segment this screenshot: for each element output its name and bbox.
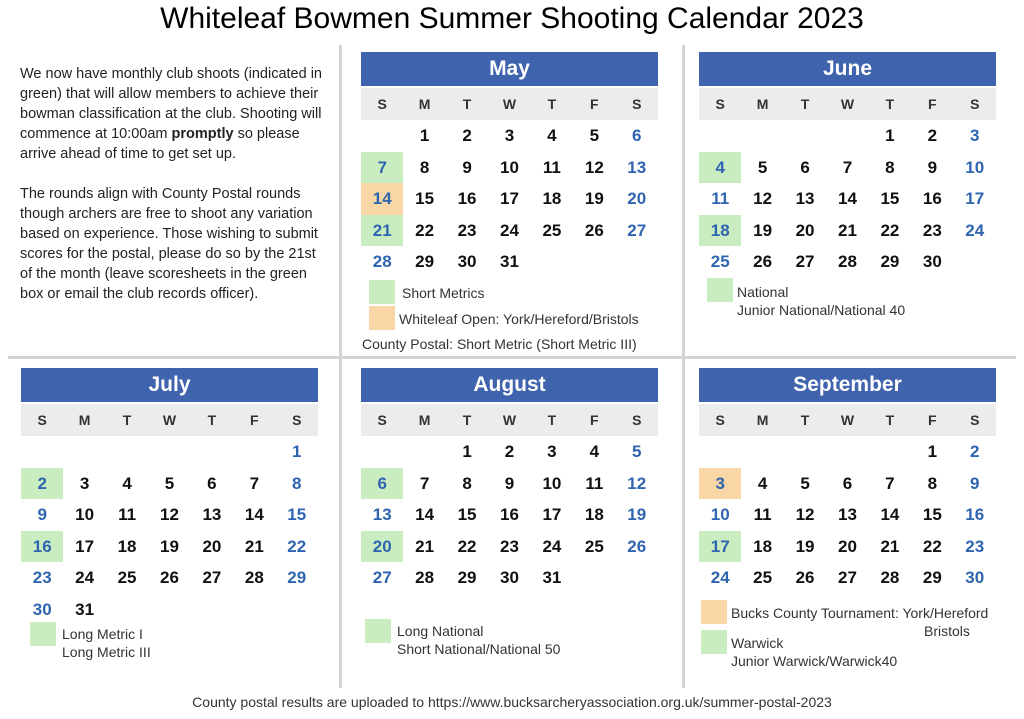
day-cell: 8 (419, 157, 430, 177)
day-cell: 30 (500, 568, 519, 587)
day-cell: 16 (500, 505, 519, 524)
day-cell: 6 (632, 126, 642, 145)
weekday-label: F (590, 96, 599, 112)
day-cell: 1 (462, 442, 472, 461)
weekday-header-row (699, 404, 996, 436)
month-title: August (361, 368, 658, 402)
day-cell: 6 (207, 473, 217, 493)
weekday-label: S (632, 96, 642, 112)
day-cell: 9 (927, 157, 938, 177)
weekday-label: S (37, 412, 47, 428)
calendar-september (699, 368, 996, 594)
day-cell: 22 (922, 536, 942, 556)
empty-day-cell (784, 436, 826, 468)
empty-day-cell (361, 436, 403, 468)
day-cell: 10 (965, 157, 985, 177)
day-cell: 17 (75, 536, 95, 556)
month-title: September (699, 368, 996, 402)
day-cell: 27 (627, 220, 647, 240)
empty-day-cell (869, 436, 911, 468)
empty-day-cell (699, 120, 741, 152)
weekday-header-row (21, 404, 318, 436)
day-cell: 14 (244, 505, 264, 524)
day-cell: 10 (710, 505, 730, 524)
empty-day-cell (826, 120, 868, 152)
day-cell: 28 (415, 568, 435, 587)
legend-swatch-green (701, 630, 727, 654)
week-row (21, 468, 318, 500)
day-cell: 22 (880, 220, 900, 240)
weekday-label: T (462, 96, 472, 112)
day-cell: 22 (415, 220, 435, 240)
club-shoot-day: 7 (361, 152, 403, 184)
week-row (21, 562, 318, 594)
empty-day-cell (191, 436, 233, 468)
day-cell: 5 (757, 157, 768, 177)
day-cell: 27 (795, 252, 815, 271)
empty-day-cell (741, 120, 783, 152)
day-cell: 16 (457, 189, 477, 208)
legend-label-bristols: Bristols (924, 623, 970, 639)
weekday-label: T (207, 412, 217, 428)
day-cell: 17 (965, 189, 985, 208)
calendar-june (699, 52, 996, 278)
day-cell: 1 (419, 126, 430, 145)
day-cell: 9 (37, 505, 47, 524)
day-cell: 2 (504, 442, 515, 461)
day-cell: 24 (710, 568, 730, 587)
weekday-header-row (361, 88, 658, 120)
calendar-july (21, 368, 318, 625)
intro-paragraph-2: The rounds align with County Postal rounds though archers are free to shoot any variation based on experience. Those wishing to submit scores for the postal, please do so by the 21st of the month (leave scoresheets in the green box or email the club records officer). (20, 186, 318, 302)
day-cell: 21 (415, 536, 435, 556)
day-cell: 3 (970, 126, 980, 145)
weekday-label: T (547, 412, 557, 428)
day-cell: 20 (795, 220, 815, 240)
day-cell: 10 (75, 505, 95, 524)
day-cell: 28 (372, 252, 392, 271)
day-cell: 19 (753, 220, 773, 240)
weekday-label: S (377, 412, 387, 428)
day-cell: 23 (922, 220, 942, 240)
club-shoot-day: 17 (699, 531, 741, 563)
day-cell: 27 (372, 568, 392, 587)
week-row (361, 120, 658, 152)
day-cell: 22 (287, 536, 307, 556)
weekday-label: T (885, 96, 895, 112)
day-cell: 23 (500, 536, 519, 556)
day-cell: 3 (79, 473, 90, 493)
day-cell: 18 (542, 189, 562, 208)
day-cell: 16 (965, 505, 985, 524)
day-cell: 20 (838, 536, 857, 556)
weekday-label: T (547, 96, 557, 112)
day-cell: 23 (965, 536, 985, 556)
week-row (699, 468, 996, 500)
empty-day-cell (784, 120, 826, 152)
day-cell: 30 (965, 568, 985, 587)
day-cell: 26 (795, 568, 815, 587)
legend-swatch-green (707, 278, 733, 302)
weekday-header-row (361, 404, 658, 436)
legend-swatch-green (365, 619, 391, 643)
week-row (21, 436, 318, 468)
empty-day-cell (531, 246, 573, 278)
club-shoot-day: 4 (699, 152, 741, 184)
legend-july (21, 620, 331, 665)
week-row (361, 215, 658, 247)
weekday-label: S (715, 412, 725, 428)
legend-label-junior-warwick: Junior Warwick/Warwick40 (731, 653, 898, 669)
day-cell: 30 (457, 252, 477, 271)
weekday-label: M (418, 96, 431, 112)
empty-day-cell (233, 436, 275, 468)
week-row (21, 531, 318, 563)
day-cell: 12 (584, 157, 604, 177)
week-row (361, 183, 658, 215)
day-cell: 18 (117, 536, 137, 556)
empty-day-cell (826, 436, 868, 468)
day-cell: 15 (415, 189, 435, 208)
day-cell: 30 (32, 599, 52, 619)
day-cell: 31 (542, 568, 562, 587)
week-row (699, 215, 996, 247)
weekday-label: S (970, 96, 980, 112)
calendar-may (361, 52, 658, 278)
calendar-august (361, 368, 658, 594)
day-cell: 14 (838, 189, 857, 208)
day-cell: 4 (589, 442, 600, 461)
weekday-label: T (122, 412, 132, 428)
day-cell: 18 (584, 505, 604, 524)
intro-paragraph-1: We now have monthly club shoots (indicated in green) that will allow members to achieve their bowman classification at the club. Shooting will commence at 10:00am promptly so please arrive ahead of time to get set up. (20, 66, 322, 162)
day-cell: 24 (542, 536, 562, 556)
day-cell: 17 (500, 189, 519, 208)
empty-day-cell (148, 436, 190, 468)
week-row (361, 562, 658, 594)
day-cell: 13 (627, 157, 647, 177)
legend-swatch-orange (701, 600, 727, 624)
weekday-label: W (840, 96, 855, 112)
day-cell: 12 (160, 505, 179, 524)
day-cell: 1 (927, 442, 938, 461)
week-row (699, 246, 996, 278)
day-cell: 26 (627, 536, 647, 556)
empty-day-cell (403, 436, 445, 468)
tournament-day: 3 (699, 468, 741, 500)
day-cell: 22 (457, 536, 477, 556)
weekday-label: S (715, 96, 725, 112)
legend-label-short-metrics: Short Metrics (402, 285, 485, 301)
day-cell: 26 (584, 220, 604, 240)
week-row (699, 183, 996, 215)
day-cell: 12 (753, 189, 773, 208)
empty-day-cell (361, 120, 403, 152)
week-row (21, 499, 318, 531)
day-cell: 2 (970, 442, 980, 461)
legend-label-national: National (737, 284, 789, 300)
divider-vertical-right (682, 45, 685, 688)
day-cell: 1 (885, 126, 895, 145)
day-cell: 29 (415, 252, 435, 271)
day-cell: 13 (372, 505, 392, 524)
day-cell: 25 (753, 568, 773, 587)
legend-swatch-green (30, 622, 56, 646)
day-cell: 13 (202, 505, 222, 524)
day-cell: 10 (500, 157, 519, 177)
day-cell: 6 (800, 157, 810, 177)
week-row (361, 531, 658, 563)
day-cell: 10 (542, 473, 562, 493)
day-cell: 29 (287, 568, 307, 587)
day-cell: 21 (244, 536, 264, 556)
weekday-label: M (418, 412, 431, 428)
empty-day-cell (741, 436, 783, 468)
legend-swatch-green (369, 280, 395, 304)
day-cell: 7 (842, 157, 853, 177)
weekday-label: W (502, 412, 517, 428)
empty-day-cell (616, 246, 658, 278)
week-row (361, 436, 658, 468)
week-row (361, 246, 658, 278)
day-cell: 20 (202, 536, 222, 556)
day-cell: 7 (885, 473, 895, 493)
day-cell: 15 (922, 505, 942, 524)
day-cell: 3 (504, 126, 515, 145)
weekday-label: F (590, 412, 599, 428)
weekday-header-row (699, 88, 996, 120)
day-cell: 20 (627, 189, 647, 208)
weekday-label: W (840, 412, 855, 428)
day-cell: 11 (585, 473, 604, 493)
legend-label-county-postal: County Postal: Short Metric (Short Metric III) (362, 336, 637, 352)
weekday-label: F (928, 412, 937, 428)
day-cell: 13 (838, 505, 857, 524)
week-row (699, 152, 996, 184)
weekday-label: S (632, 412, 642, 428)
day-cell: 5 (632, 442, 642, 461)
day-cell: 23 (32, 568, 52, 587)
day-cell: 31 (75, 599, 95, 619)
day-cell: 25 (117, 568, 137, 587)
month-title: July (21, 368, 318, 402)
legend-label-junior-national: Junior National/National 40 (737, 302, 906, 318)
day-cell: 24 (965, 220, 985, 240)
day-cell: 7 (419, 473, 430, 493)
tournament-day: 14 (361, 183, 403, 215)
weekday-label: S (970, 412, 980, 428)
day-cell: 5 (164, 473, 175, 493)
day-cell: 1 (292, 442, 302, 461)
day-cell: 19 (627, 505, 647, 524)
weekday-label: M (78, 412, 91, 428)
day-cell: 8 (292, 473, 302, 493)
day-cell: 21 (880, 536, 900, 556)
day-cell: 30 (922, 252, 942, 271)
weekday-label: S (377, 96, 387, 112)
legend-august (361, 617, 671, 662)
club-shoot-day: 18 (699, 215, 741, 247)
club-shoot-day: 6 (361, 468, 403, 500)
empty-day-cell (573, 562, 615, 594)
day-cell: 11 (753, 505, 772, 524)
day-cell: 21 (838, 220, 857, 240)
legend-may (361, 278, 681, 358)
footer-note: County postal results are uploaded to https://www.bucksarcheryassociation.org.uk/summer-postal-2023 (192, 694, 832, 710)
empty-day-cell (573, 246, 615, 278)
day-cell: 16 (922, 189, 942, 208)
legend-label-long-metric-i: Long Metric I (62, 626, 143, 642)
day-cell: 18 (753, 536, 773, 556)
weekday-label: T (800, 96, 810, 112)
legend-label-long-national: Long National (397, 623, 484, 639)
weekday-label: T (462, 412, 472, 428)
week-row (699, 499, 996, 531)
day-cell: 8 (462, 473, 472, 493)
empty-day-cell (616, 562, 658, 594)
empty-day-cell (954, 246, 996, 278)
day-cell: 29 (457, 568, 477, 587)
day-cell: 27 (202, 568, 222, 587)
day-cell: 15 (880, 189, 900, 208)
day-cell: 6 (842, 473, 853, 493)
week-row (699, 436, 996, 468)
club-shoot-day: 16 (21, 531, 63, 563)
weekday-label: T (800, 412, 810, 428)
empty-day-cell (699, 436, 741, 468)
day-cell: 4 (757, 473, 768, 493)
weekday-label: S (292, 412, 302, 428)
day-cell: 31 (500, 252, 519, 271)
day-cell: 12 (795, 505, 815, 524)
month-title: May (361, 52, 658, 86)
day-cell: 24 (75, 568, 95, 587)
weekday-label: W (162, 412, 177, 428)
weekday-label: F (928, 96, 937, 112)
legend-label-short-national: Short National/National 50 (397, 641, 561, 657)
day-cell: 26 (753, 252, 773, 271)
day-cell: 4 (122, 473, 132, 493)
day-cell: 13 (795, 189, 815, 208)
weekday-label: W (502, 96, 517, 112)
day-cell: 8 (927, 473, 938, 493)
club-shoot-day: 20 (361, 531, 403, 563)
day-cell: 29 (922, 568, 942, 587)
day-cell: 28 (880, 568, 900, 587)
legend-label-bucks-county: Bucks County Tournament: York/Hereford (731, 605, 989, 621)
weekday-label: M (756, 412, 769, 428)
legend-june (699, 278, 1009, 323)
day-cell: 19 (795, 536, 815, 556)
club-shoot-day: 2 (21, 468, 63, 500)
day-cell: 5 (800, 473, 810, 493)
day-cell: 2 (927, 126, 938, 145)
week-row (699, 120, 996, 152)
day-cell: 14 (415, 505, 435, 524)
day-cell: 3 (547, 442, 557, 461)
empty-day-cell (63, 436, 105, 468)
legend-swatch-orange (369, 306, 395, 330)
day-cell: 9 (462, 157, 472, 177)
day-cell: 29 (880, 252, 900, 271)
legend-label-warwick: Warwick (731, 635, 784, 651)
day-cell: 4 (547, 126, 557, 145)
day-cell: 11 (118, 505, 137, 524)
legend-september (699, 598, 1019, 673)
empty-day-cell (21, 436, 63, 468)
day-cell: 25 (584, 536, 604, 556)
empty-day-cell (106, 436, 148, 468)
day-cell: 7 (249, 473, 260, 493)
day-cell: 26 (160, 568, 179, 587)
divider-vertical-left (339, 45, 342, 688)
day-cell: 28 (838, 252, 857, 271)
weekday-label: F (250, 412, 259, 428)
day-cell: 24 (500, 220, 519, 240)
day-cell: 15 (457, 505, 477, 524)
week-row (699, 562, 996, 594)
day-cell: 2 (462, 126, 472, 145)
day-cell: 19 (584, 189, 604, 208)
month-title: June (699, 52, 996, 86)
club-shoot-day: 21 (361, 215, 403, 247)
day-cell: 17 (542, 505, 562, 524)
legend-label-whiteleaf-open: Whiteleaf Open: York/Hereford/Bristols (399, 311, 639, 327)
day-cell: 11 (711, 189, 730, 208)
day-cell: 15 (287, 505, 307, 524)
intro-text (20, 64, 325, 304)
day-cell: 9 (504, 473, 515, 493)
day-cell: 11 (542, 157, 561, 177)
page-title: Whiteleaf Bowmen Summer Shooting Calendar 2023 (160, 2, 864, 35)
day-cell: 25 (710, 252, 730, 271)
week-row (361, 152, 658, 184)
day-cell: 14 (880, 505, 900, 524)
day-cell: 12 (627, 473, 647, 493)
day-cell: 27 (838, 568, 857, 587)
weekday-label: M (756, 96, 769, 112)
week-row (699, 531, 996, 563)
legend-label-long-metric-iii: Long Metric III (62, 644, 151, 660)
day-cell: 5 (589, 126, 600, 145)
day-cell: 25 (542, 220, 562, 240)
day-cell: 9 (970, 473, 980, 493)
week-row (361, 499, 658, 531)
week-row (361, 468, 658, 500)
day-cell: 28 (244, 568, 264, 587)
weekday-label: T (885, 412, 895, 428)
day-cell: 19 (160, 536, 179, 556)
day-cell: 23 (457, 220, 477, 240)
day-cell: 8 (885, 157, 895, 177)
